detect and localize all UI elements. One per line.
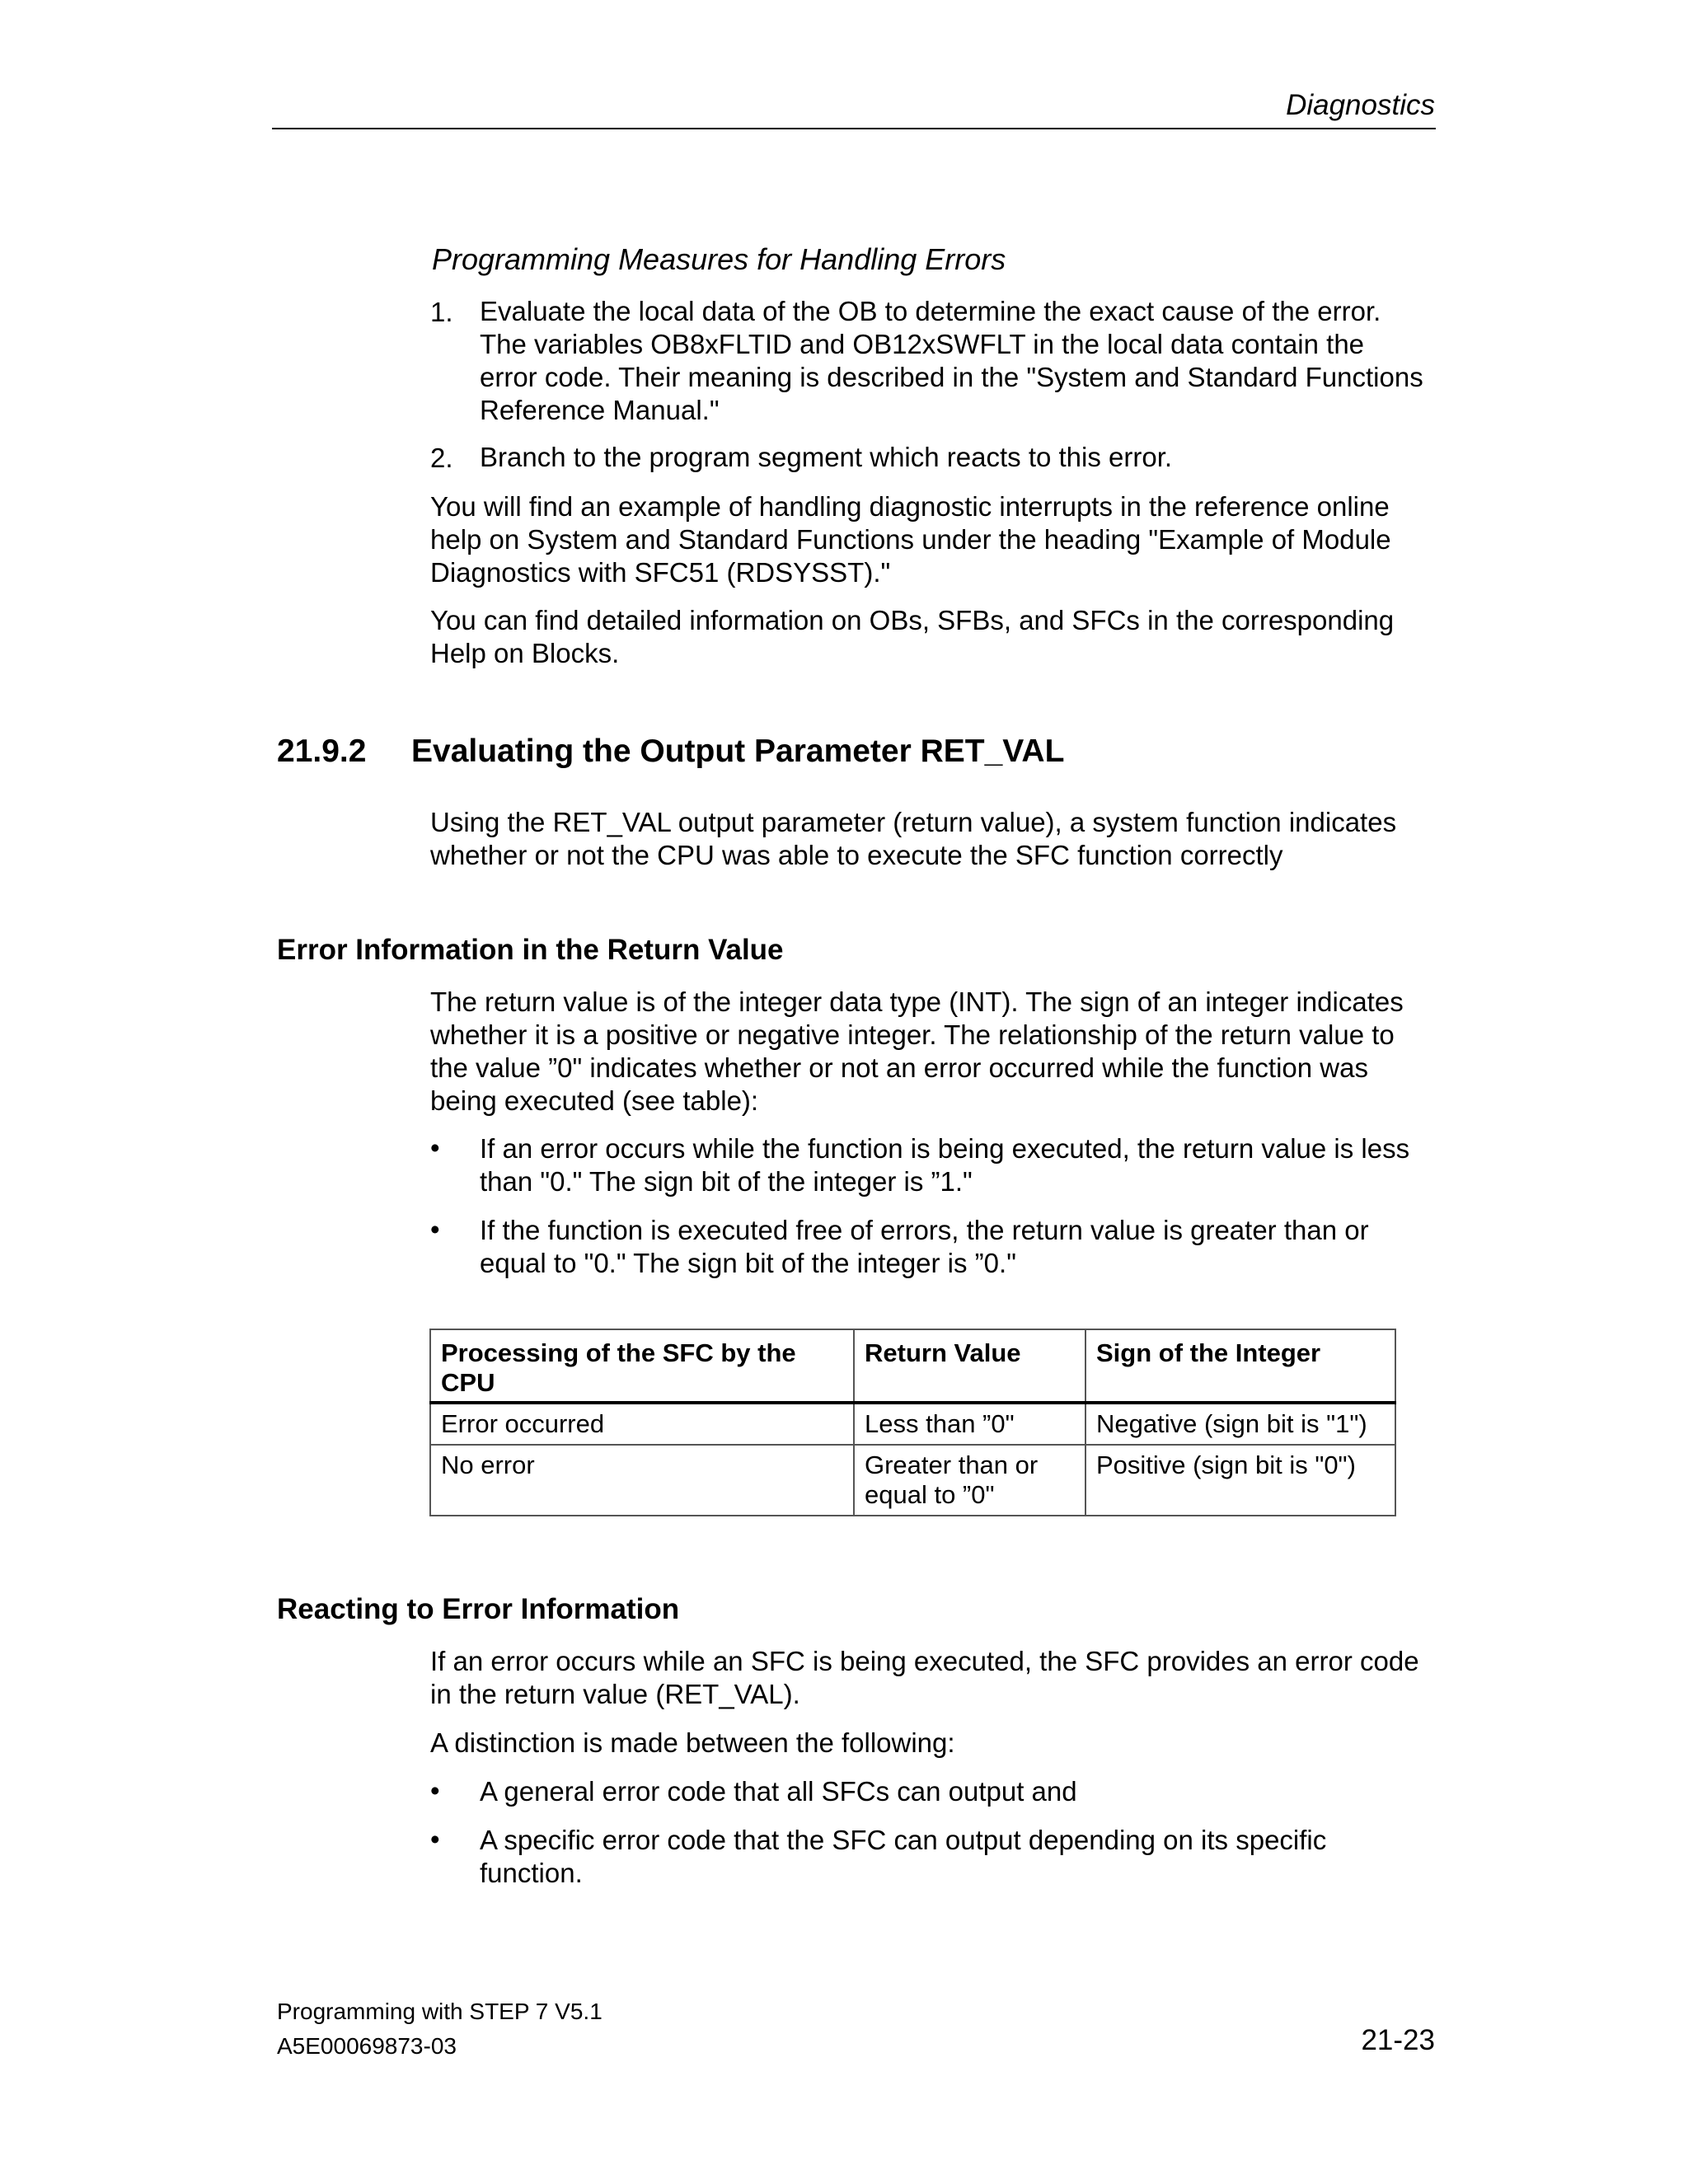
reacting-paragraph: If an error occurs while an SFC is being executed, the SFC provides an error code in the return value (RET_VAL). — [430, 1646, 1419, 1709]
table-header-cell: Return Value — [854, 1329, 1085, 1403]
running-header: Diagnostics — [1286, 89, 1435, 121]
table-cell: No error — [430, 1445, 854, 1516]
error-bullet-1: If an error occurs while the function is being executed, the return value is less than "0." The sign bit of the integer is ”1." — [480, 1133, 1410, 1197]
programming-measures-title: Programming Measures for Handling Errors — [432, 242, 1006, 276]
detail-paragraph: You can find detailed information on OBs, SFBs, and SFCs in the corresponding Help on Blocks. — [430, 605, 1395, 668]
bullet-icon: • — [430, 1775, 440, 1806]
error-info-heading: Error Information in the Return Value — [277, 934, 784, 966]
error-bullet-2: If the function is executed free of errors, the return value is greater than or equal to "0." The sign bit of the integer is ”0." — [480, 1215, 1369, 1278]
bullet-icon: • — [430, 1824, 440, 1854]
bullet-icon: • — [430, 1214, 440, 1244]
table-header-row — [430, 1329, 1395, 1403]
page-number: 21-23 — [1361, 2024, 1435, 2056]
table-cell: Greater than or equal to ”0" — [854, 1445, 1085, 1516]
table-cell: Positive (sign bit is "0") — [1085, 1445, 1395, 1516]
error-info-paragraph: The return value is of the integer data type (INT). The sign of an integer indicates whether it is a positive or negative integer. The relationship of the return value to the value ”0" indicates whether or not an error occurred while the function was being executed (see table): — [430, 987, 1404, 1116]
section-number: 21.9.2 — [277, 733, 367, 769]
reacting-bullet-2: A specific error code that the SFC can output depending on its specific function. — [480, 1825, 1327, 1888]
reacting-heading: Reacting to Error Information — [277, 1593, 680, 1625]
step-1-text: Evaluate the local data of the OB to determine the exact cause of the error. The variables OB8xFLTID and OB12xSWFLT in the local data contain the error code. Their meaning is described in the "System and Standard Functions Reference Manual." — [480, 296, 1423, 425]
distinction-paragraph: A distinction is made between the following: — [430, 1727, 955, 1758]
table-cell: Less than ”0" — [854, 1403, 1085, 1445]
footer-text — [277, 1994, 603, 2064]
step-number: 1. — [430, 297, 453, 327]
table-header-cell: Processing of the SFC by the CPU — [430, 1329, 854, 1403]
reacting-bullet-1: A general error code that all SFCs can output and — [480, 1776, 1077, 1807]
header-rule — [272, 128, 1436, 129]
table-row — [430, 1403, 1395, 1445]
step-2-text: Branch to the program segment which reacts to this error. — [480, 442, 1173, 472]
example-paragraph: You will find an example of handling diagnostic interrupts in the reference online help on System and Standard Functions under the heading "Example of Module Diagnostics with SFC51 (RDSYSST)." — [430, 491, 1391, 588]
return-value-table — [429, 1329, 1396, 1516]
footer-manual-title: Programming with STEP 7 V5.1 — [277, 1999, 603, 2024]
table-cell: Error occurred — [430, 1403, 854, 1445]
section-title: Evaluating the Output Parameter RET_VAL — [411, 733, 1065, 769]
step-number: 2. — [430, 443, 453, 473]
footer-document-id: A5E00069873-03 — [277, 2033, 457, 2059]
table-cell: Negative (sign bit is "1") — [1085, 1403, 1395, 1445]
section-intro: Using the RET_VAL output parameter (return value), a system function indicates whether or not the CPU was able to execute the SFC function correctly — [430, 807, 1397, 870]
table-header-cell: Sign of the Integer — [1085, 1329, 1395, 1403]
bullet-icon: • — [430, 1132, 440, 1163]
table-row — [430, 1445, 1395, 1516]
